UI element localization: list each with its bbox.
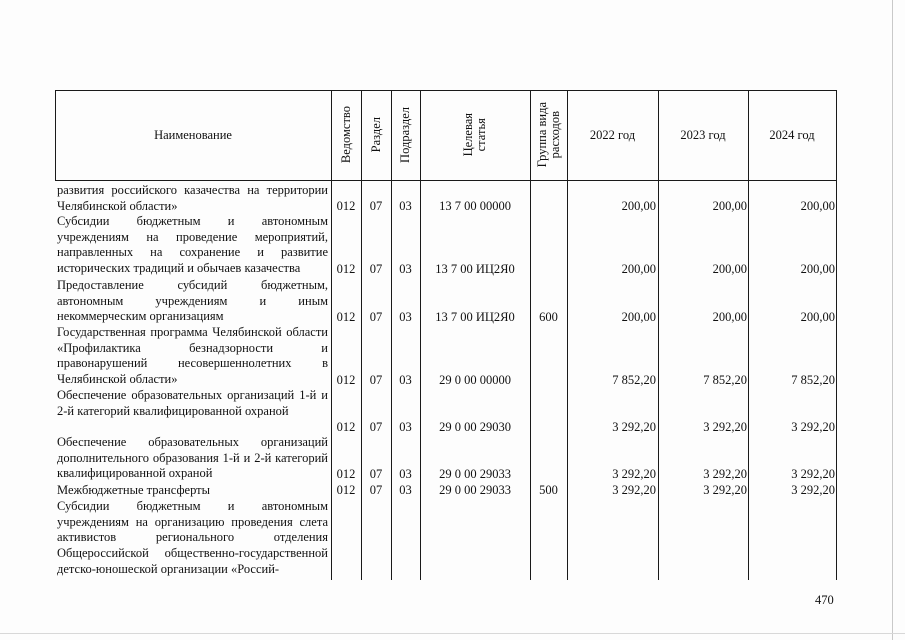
cell-2022: 200,00: [621, 262, 656, 276]
cell-name: Межбюджетные трансферты: [57, 483, 211, 497]
header-2023-label: 2023 год: [680, 127, 726, 142]
header-2024: [748, 90, 836, 180]
cell-name: Обеспечение образовательных организаций 1-й и 2-й категорий квалифицированной охраной: [57, 388, 328, 418]
header-2022-label: 2022 год: [589, 127, 636, 142]
cell-razdel: 07: [369, 420, 383, 434]
header-2023: [658, 90, 748, 180]
cell-podrazdel: 03: [399, 310, 412, 324]
cell-name: Субсидии бюджетным и автономным учреждениям на проведение мероприятий, направленных на сохранение и развитие исторических традиций и обычаев казачества: [57, 214, 328, 276]
cell-2024: 200,00: [800, 310, 835, 324]
cell-2024: 3 292,20: [791, 420, 835, 434]
header-celevaya-line2: статья: [474, 118, 488, 152]
cell-celevaya: 13 7 00 ИЦ2Я0: [435, 310, 515, 324]
table-border-right: [836, 90, 837, 580]
cell-vedomstvo: 012: [336, 483, 356, 497]
cell-2024: 3 292,20: [791, 483, 835, 497]
cell-name: Предоставление субсидий бюджетным, автономным учреждениям и иным некоммерческим организациям: [57, 278, 328, 324]
cell-celevaya: 29 0 00 29033: [439, 467, 511, 481]
cell-vedomstvo: 012: [336, 373, 356, 387]
cell-2024: 7 852,20: [791, 373, 835, 387]
cell-celevaya: 29 0 00 29030: [439, 420, 511, 434]
header-divider: [55, 180, 837, 181]
header-gruppa-line2: расходов: [547, 111, 562, 159]
cell-2023: 7 852,20: [703, 373, 747, 387]
cell-2023: 200,00: [712, 199, 747, 213]
cell-vedomstvo: 012: [336, 467, 356, 481]
header-name: [55, 90, 331, 180]
header-2022: [567, 90, 658, 180]
cell-razdel: 07: [369, 483, 383, 497]
cell-razdel: 07: [369, 310, 383, 324]
cell-podrazdel: 03: [399, 199, 412, 213]
cell-2022: 3 292,20: [612, 483, 656, 497]
cell-2022: 200,00: [621, 310, 656, 324]
header-2024-label: 2024 год: [769, 127, 815, 142]
header-celevaya-label: [462, 113, 488, 156]
scan-edge: [0, 633, 905, 634]
cell-razdel: 07: [369, 199, 383, 213]
cell-2024: 3 292,20: [791, 467, 835, 481]
cell-celevaya: 13 7 00 ИЦ2Я0: [435, 262, 515, 276]
header-vedomstvo-label: Ведомство: [338, 106, 353, 164]
cell-name: развития российского казачества на территории Челябинской области»: [57, 183, 328, 213]
cell-podrazdel: 03: [399, 262, 412, 276]
cell-2022: 200,00: [621, 199, 656, 213]
cell-vedomstvo: 012: [336, 262, 356, 276]
cell-2023: 3 292,20: [703, 483, 747, 497]
cell-2023: 200,00: [712, 310, 747, 324]
header-gruppa-line1: Группа вида: [534, 102, 549, 168]
cell-razdel: 07: [369, 467, 383, 481]
cell-2023: 200,00: [712, 262, 747, 276]
cell-razdel: 07: [369, 373, 383, 387]
cell-vedomstvo: 012: [336, 420, 356, 434]
cell-name: Субсидии бюджетным и автономным учреждениям на организацию проведения слета активистов регионального отделения Общероссийской общественно-государственной детско-юношеской организации «Россий-: [57, 499, 328, 576]
header-gruppa-label: [536, 102, 562, 167]
cell-2024: 200,00: [800, 262, 835, 276]
header-razdel: [361, 90, 391, 180]
budget-table: [55, 90, 837, 580]
cell-name: Государственная программа Челябинской области «Профилактика безнадзорности и правонарушений несовершеннолетних в Челябинской области»: [57, 325, 328, 387]
cell-podrazdel: 03: [399, 420, 412, 434]
scan-edge: [892, 0, 893, 640]
cell-celevaya: 13 7 00 00000: [439, 199, 511, 213]
cell-gruppa: 500: [539, 483, 558, 497]
cell-podrazdel: 03: [399, 483, 412, 497]
header-gruppa: [530, 90, 567, 180]
cell-2022: 7 852,20: [612, 373, 656, 387]
cell-2023: 3 292,20: [703, 420, 747, 434]
header-vedomstvo: [331, 90, 361, 180]
header-razdel-label: Раздел: [368, 117, 383, 153]
header-podrazdel: [391, 90, 420, 180]
cell-podrazdel: 03: [399, 467, 412, 481]
cell-2023: 3 292,20: [703, 467, 747, 481]
cell-vedomstvo: 012: [336, 199, 356, 213]
cell-gruppa: 600: [539, 310, 558, 324]
cell-2022: 3 292,20: [612, 467, 656, 481]
cell-celevaya: 29 0 00 00000: [439, 373, 511, 387]
cell-2022: 3 292,20: [612, 420, 656, 434]
header-podrazdel-label: Подраздел: [398, 107, 412, 163]
cell-podrazdel: 03: [399, 373, 412, 387]
cell-2024: 200,00: [800, 199, 835, 213]
header-celevaya: [420, 90, 530, 180]
header-name-label: Наименование: [154, 127, 232, 142]
cell-vedomstvo: 012: [336, 310, 356, 324]
cell-razdel: 07: [369, 262, 383, 276]
cell-celevaya: 29 0 00 29033: [439, 483, 511, 497]
header-celevaya-line1: Целевая: [461, 113, 475, 157]
cell-name: Обеспечение образовательных организаций дополнительного образования 1-й и 2-й категорий квалифицированной охраной: [57, 435, 328, 481]
page-number: 470: [815, 593, 834, 607]
